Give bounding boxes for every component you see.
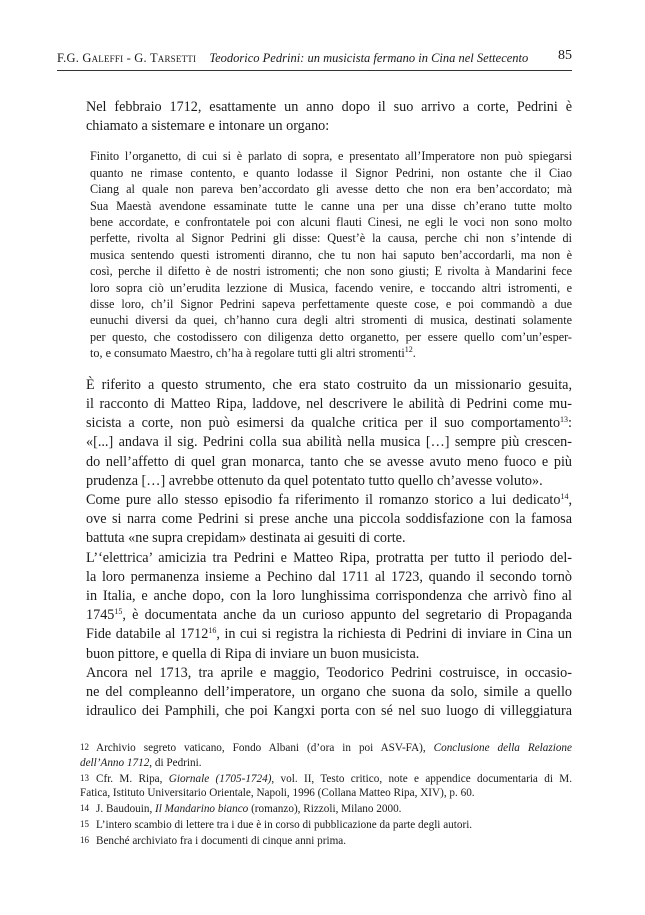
footnote-text: (romanzo), Rizzoli, Milano 2000. xyxy=(248,803,402,816)
footnote-text: , di Pedrini. xyxy=(149,756,202,769)
text-line: Come pure allo stesso episodio fa riferimento il romanzo storico a lui dedicato$^{14}$, xyxy=(86,491,572,508)
text-line: chiamato a sistemare e intonare un organo: xyxy=(86,118,330,135)
footnote-line xyxy=(80,771,572,787)
footnote-text: , vol. II, Testo critico, note e appendice documentaria di M. xyxy=(271,772,573,785)
footnote-15 xyxy=(80,817,572,833)
quote-line: Finito l’organetto, di cui si è parlato di sopra, e presentato all’Imperatore non può spiegarsi xyxy=(90,149,572,164)
quote-line: disse loro, ch’il Signor Pedrini sapeva perfettamente queste cose, e poi commandò a due xyxy=(90,297,572,312)
footnote-number: 12 xyxy=(80,742,89,752)
header-rule xyxy=(57,70,572,71)
text-line: battuta «ne supra crepidam» destinata ai gesuiti di corte. xyxy=(86,530,406,547)
main-text xyxy=(80,98,572,721)
footnote-line xyxy=(80,817,572,833)
footnote-text: Cfr. M. Ripa, xyxy=(96,772,169,785)
text-line: in Italia, e anche dopo, con la loro lunghissima corrispondenza che arrivò fino al xyxy=(86,587,572,604)
quote-line: Ciang al quale non pareva ben’accordato gli avesse detto che non era ben’accordato; mà xyxy=(90,182,572,197)
footnote-italic: Conclusione della Relazione xyxy=(433,742,572,754)
quote-line: così, perche il difetto è de nostri istromenti; che non sono giusti; E rivolta à Mandarini fece xyxy=(90,264,572,279)
footnote-text: L’intero scambio di lettere tra i due è in corso di pubblicazione da parte degli autori. xyxy=(96,818,473,831)
text-segment: , in cui si registra la richiesta di Pedrini di inviare in Cina un xyxy=(216,626,572,643)
text-segment: 1745 xyxy=(86,607,115,624)
text-line: sicista a corte, non può esimersi da qualche critica per il suo comportamento$^{13}$: xyxy=(86,415,572,432)
text-line: prudenza […] avrebbe ottenuto da quel potentato tutto quello ch’avesse voluto». xyxy=(86,472,543,489)
footnote-line xyxy=(80,756,572,771)
text-line: ove si narra come Pedrini si prese anche una piccola soddisfazione con la famosa xyxy=(86,511,572,528)
footnote-line xyxy=(80,740,572,756)
footnote-ref-13[interactable]: 13 xyxy=(560,415,569,425)
footnote-line xyxy=(80,833,572,849)
quote-line: quanto ne rimase contento, e quanto lodasse il Signor Pedrini, non ostante che il Ciao xyxy=(90,165,572,180)
text-line: buon pittore, e quella di Ripa di inviare un buon musicista. xyxy=(86,645,420,662)
page-number: 85 xyxy=(558,48,572,63)
footnote-16 xyxy=(80,833,572,849)
text-line: L’‘elettrica’ amicizia tra Pedrini e Matteo Ripa, protratta per tutto il periodo del- xyxy=(86,549,572,566)
footnote-ref-16[interactable]: 16 xyxy=(208,626,217,636)
footnote-14 xyxy=(80,801,572,817)
footnote-ref-14[interactable]: 14 xyxy=(560,491,569,501)
quote-line: perfette, rivolta al Signor Pedrini gli disse: Quest’è la causa, perche chi non s’intende di xyxy=(90,231,572,246)
quote-line: bene accordate, e confrontatele poi con alcuni flauti Cinesi, ne egli le voci non sono molto xyxy=(90,215,572,230)
footnote-number: 14 xyxy=(80,803,89,814)
quote-line: Sua Maestà avendone essaminate tutte le canne una per una disse ch’erano tutte molto xyxy=(90,198,572,213)
paragraph-4 xyxy=(80,549,572,664)
footnote-line xyxy=(80,801,572,817)
footnote-number: 13 xyxy=(80,772,89,783)
text-line: Nel febbraio 1712, esattamente un anno dopo il suo arrivo a corte, Pedrini è xyxy=(86,99,572,115)
quote-line: loro sopra ciò un’erudita lezzione di Musica, facendo venire, e toccando altri istromenti, e xyxy=(90,280,572,295)
text-line: È riferito a questo strumento, che era stato costruito da un missionario gesuita, xyxy=(86,376,572,393)
footnotes xyxy=(80,740,572,849)
running-header xyxy=(57,48,572,66)
footnote-12 xyxy=(80,740,572,771)
footnote-italic: Giornale (1705-1724) xyxy=(168,772,272,785)
footnote-ref-12[interactable]: 12 xyxy=(404,345,413,355)
paragraph-2 xyxy=(80,376,572,491)
text-line: «[...] andava il sig. Pedrini colla sua abilità nella musica […] sempre più crescen- xyxy=(86,434,572,451)
text-line: il racconto di Matteo Ripa, laddove, nel descrivere le abilità di Pedrini come mu- xyxy=(86,395,572,412)
text-line xyxy=(80,625,572,644)
footnote-italic: dell’Anno 1712 xyxy=(80,756,150,769)
paragraph-5 xyxy=(80,664,572,722)
footnote-text: Benché archiviato fra i documenti di cinque anni prima. xyxy=(96,834,347,847)
text-segment: , è documentata anche da un curioso appunto del segretario di Propaganda xyxy=(122,607,572,624)
paragraph-3 xyxy=(80,491,572,549)
quote-line: musica sentendo questi istromenti diranno, che tu non hai saputo ben’accordarli, ma non è xyxy=(90,247,572,262)
header-running-title: Teodorico Pedrini: un musicista fermano in Cina nel Settecento xyxy=(209,51,529,65)
text-line: Ancora nel 1713, tra aprile e maggio, Teodorico Pedrini costruisce, in occasio- xyxy=(86,664,572,681)
footnote-ref-15[interactable]: 15 xyxy=(114,607,123,617)
paragraph-1 xyxy=(80,98,572,136)
footnote-text: Archivio segreto vaticano, Fondo Albani (d’ora in poi ASV-FA), xyxy=(96,742,434,754)
footnote-number: 15 xyxy=(80,818,89,829)
quote-line-last: to, e consumato Maestro, ch’ha à regolare tutti gli altri stromenti$^{12}$. xyxy=(90,345,416,361)
block-quote xyxy=(90,148,572,361)
quote-text: to, e consumato Maestro, ch’ha à regolare tutti gli altri stromenti xyxy=(90,346,405,361)
text-line: do nell’affetto di quel gran monarca, tanto che se avesse avuto meno fuoco e più xyxy=(86,453,572,470)
footnote-13 xyxy=(80,771,572,802)
text-line: ne del compleanno dell’imperatore, un organo che suona da solo, simile a quello xyxy=(86,683,572,700)
footnote-line: Fatica, Istituto Universitario Orientale, Napoli, 1996 (Collana Matteo Ripa, XIV), p. 60. xyxy=(80,787,475,800)
text-line xyxy=(80,606,572,625)
quote-line: eunuchi diversi da quei, ch’hanno cura degli altri stromenti di musica, destinati solamente xyxy=(90,313,572,328)
quote-line: per questo, che costodissero con diligenza detto organetto, per essere quello com’un’esper- xyxy=(90,329,572,344)
text-line: la loro permanenza insieme a Pechino dal 1711 al 1723, quando il secondo tornò xyxy=(86,568,572,585)
footnote-text: J. Baudouin, xyxy=(96,803,156,816)
text-segment: Come pure allo stesso episodio fa riferimento il romanzo storico a lui dedicato xyxy=(86,491,561,508)
text-segment: Fide databile al 1712 xyxy=(86,626,209,643)
footnote-italic: Il Mandarino bianco xyxy=(155,803,249,816)
text-line: idraulico dei Pamphili, che poi Kangxi porta con sé nel suo luogo di villeggiatura xyxy=(86,703,572,720)
footnote-number: 16 xyxy=(80,834,89,845)
header-authors: F.G. Galeffi - G. Tarsetti xyxy=(57,51,197,65)
text-segment: sicista a corte, non può esimersi da qualche critica per il suo comportamento xyxy=(86,415,561,432)
